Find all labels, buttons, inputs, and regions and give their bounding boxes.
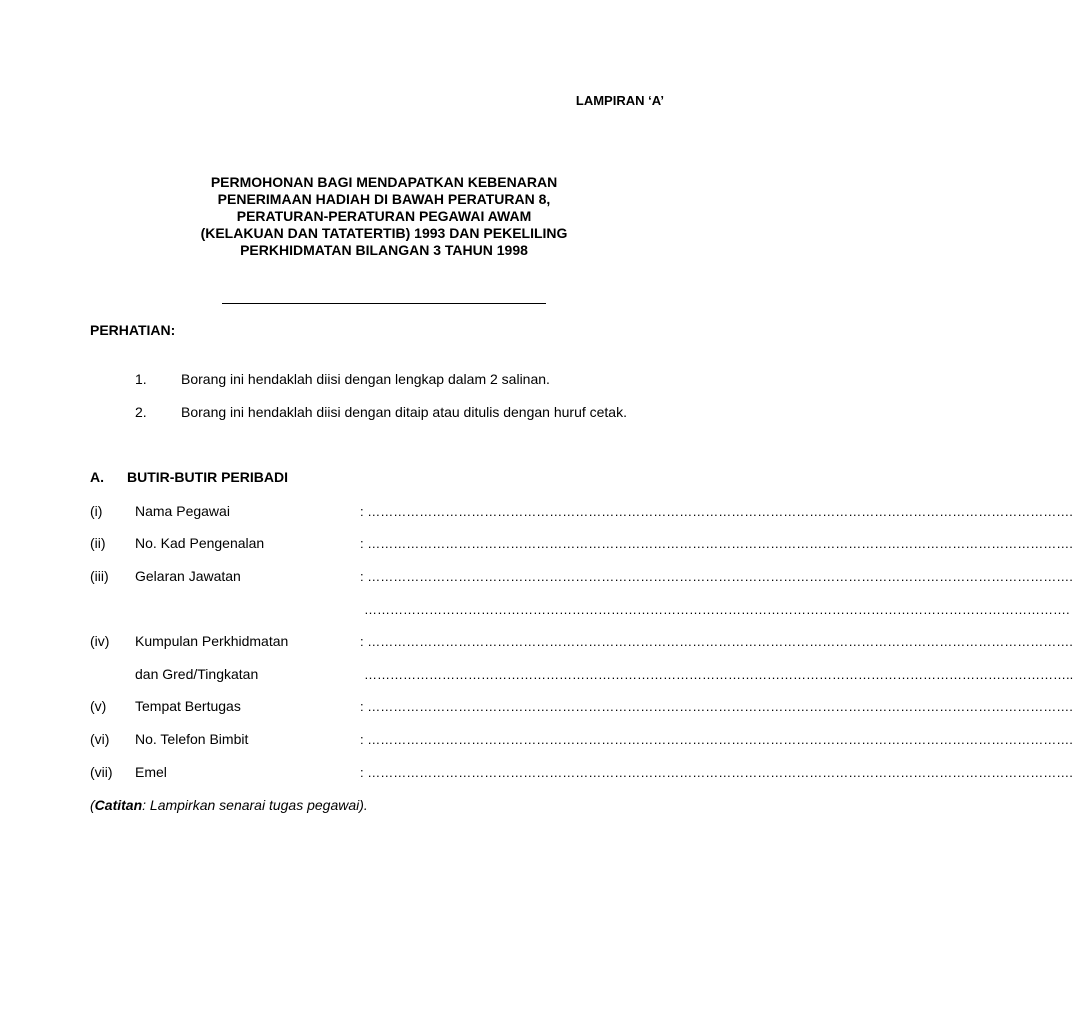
catitan-label: Catitan (94, 797, 143, 813)
field-number: (vii) (90, 764, 113, 780)
kad-pengenalan-field[interactable]: : ………………………………………………………………………………………………………………………………………………. (360, 536, 1073, 551)
field-number: (vi) (90, 731, 110, 747)
field-number: (v) (90, 698, 107, 714)
tempat-bertugas-field[interactable]: : ………………………………………………………………………………………………………………………………………………. (360, 699, 1073, 714)
document-title (0, 174, 768, 259)
catitan-note (90, 797, 368, 813)
field-number: (i) (90, 503, 103, 519)
catitan-text: : Lampirkan senarai tugas pegawai). (142, 797, 368, 813)
note-text: Borang ini hendaklah diisi dengan lengkap dalam 2 salinan. (181, 371, 550, 387)
field-number: (ii) (90, 535, 106, 551)
gelaran-jawatan-field-line2[interactable]: ………………………………………………………………………………………………………………………………………………. (364, 602, 1070, 617)
field-label: Tempat Bertugas (135, 698, 241, 714)
field-label: Kumpulan Perkhidmatan (135, 633, 289, 649)
field-label: dan Gred/Tingkatan (135, 666, 259, 682)
gelaran-jawatan-field[interactable]: : ………………………………………………………………………………………………………………………………………………. (360, 569, 1073, 584)
field-label: No. Kad Pengenalan (135, 535, 265, 551)
title-divider (222, 303, 546, 304)
catitan-open: ( (90, 797, 95, 813)
title-line: PERKHIDMATAN BILANGAN 3 TAHUN 1998 (240, 242, 528, 258)
title-line: (KELAKUAN DAN TATATERTIB) 1993 DAN PEKELILING (200, 225, 568, 241)
section-title: BUTIR-BUTIR PERIBADI (127, 469, 288, 485)
field-label: Nama Pegawai (135, 503, 230, 519)
note-number: 2. (135, 404, 147, 420)
note-text: Borang ini hendaklah diisi dengan ditaip atau ditulis dengan huruf cetak. (181, 404, 627, 420)
field-number: (iii) (90, 568, 109, 584)
gred-tingkatan-field[interactable]: ……………………………………………………………………………………………………………………………………………….. (364, 667, 1073, 682)
section-letter: A. (90, 469, 104, 485)
field-label: Gelaran Jawatan (135, 568, 241, 584)
title-line: PERATURAN-PERATURAN PEGAWAI AWAM (236, 208, 532, 224)
title-line: PENERIMAAN HADIAH DI BAWAH PERATURAN 8, (217, 191, 551, 207)
kumpulan-perkhidmatan-field[interactable]: : ………………………………………………………………………………………………………………………………………………. (360, 634, 1073, 649)
field-number: (iv) (90, 633, 110, 649)
nama-pegawai-field[interactable]: : ………………………………………………………………………………………………………………………………………………. (360, 504, 1073, 519)
field-label: No. Telefon Bimbit (135, 731, 249, 747)
field-label: Emel (135, 764, 167, 780)
telefon-bimbit-field[interactable]: : ………………………………………………………………………………………………………………………………………………. (360, 732, 1073, 747)
lampiran-label: LAMPIRAN ‘A’ (575, 93, 664, 108)
note-number: 1. (135, 371, 147, 387)
title-line: PERMOHONAN BAGI MENDAPATKAN KEBENARAN (210, 174, 558, 190)
emel-field[interactable]: : ………………………………………………………………………………………………………………………………………………. (360, 765, 1073, 780)
perhatian-heading: PERHATIAN: (90, 322, 176, 338)
